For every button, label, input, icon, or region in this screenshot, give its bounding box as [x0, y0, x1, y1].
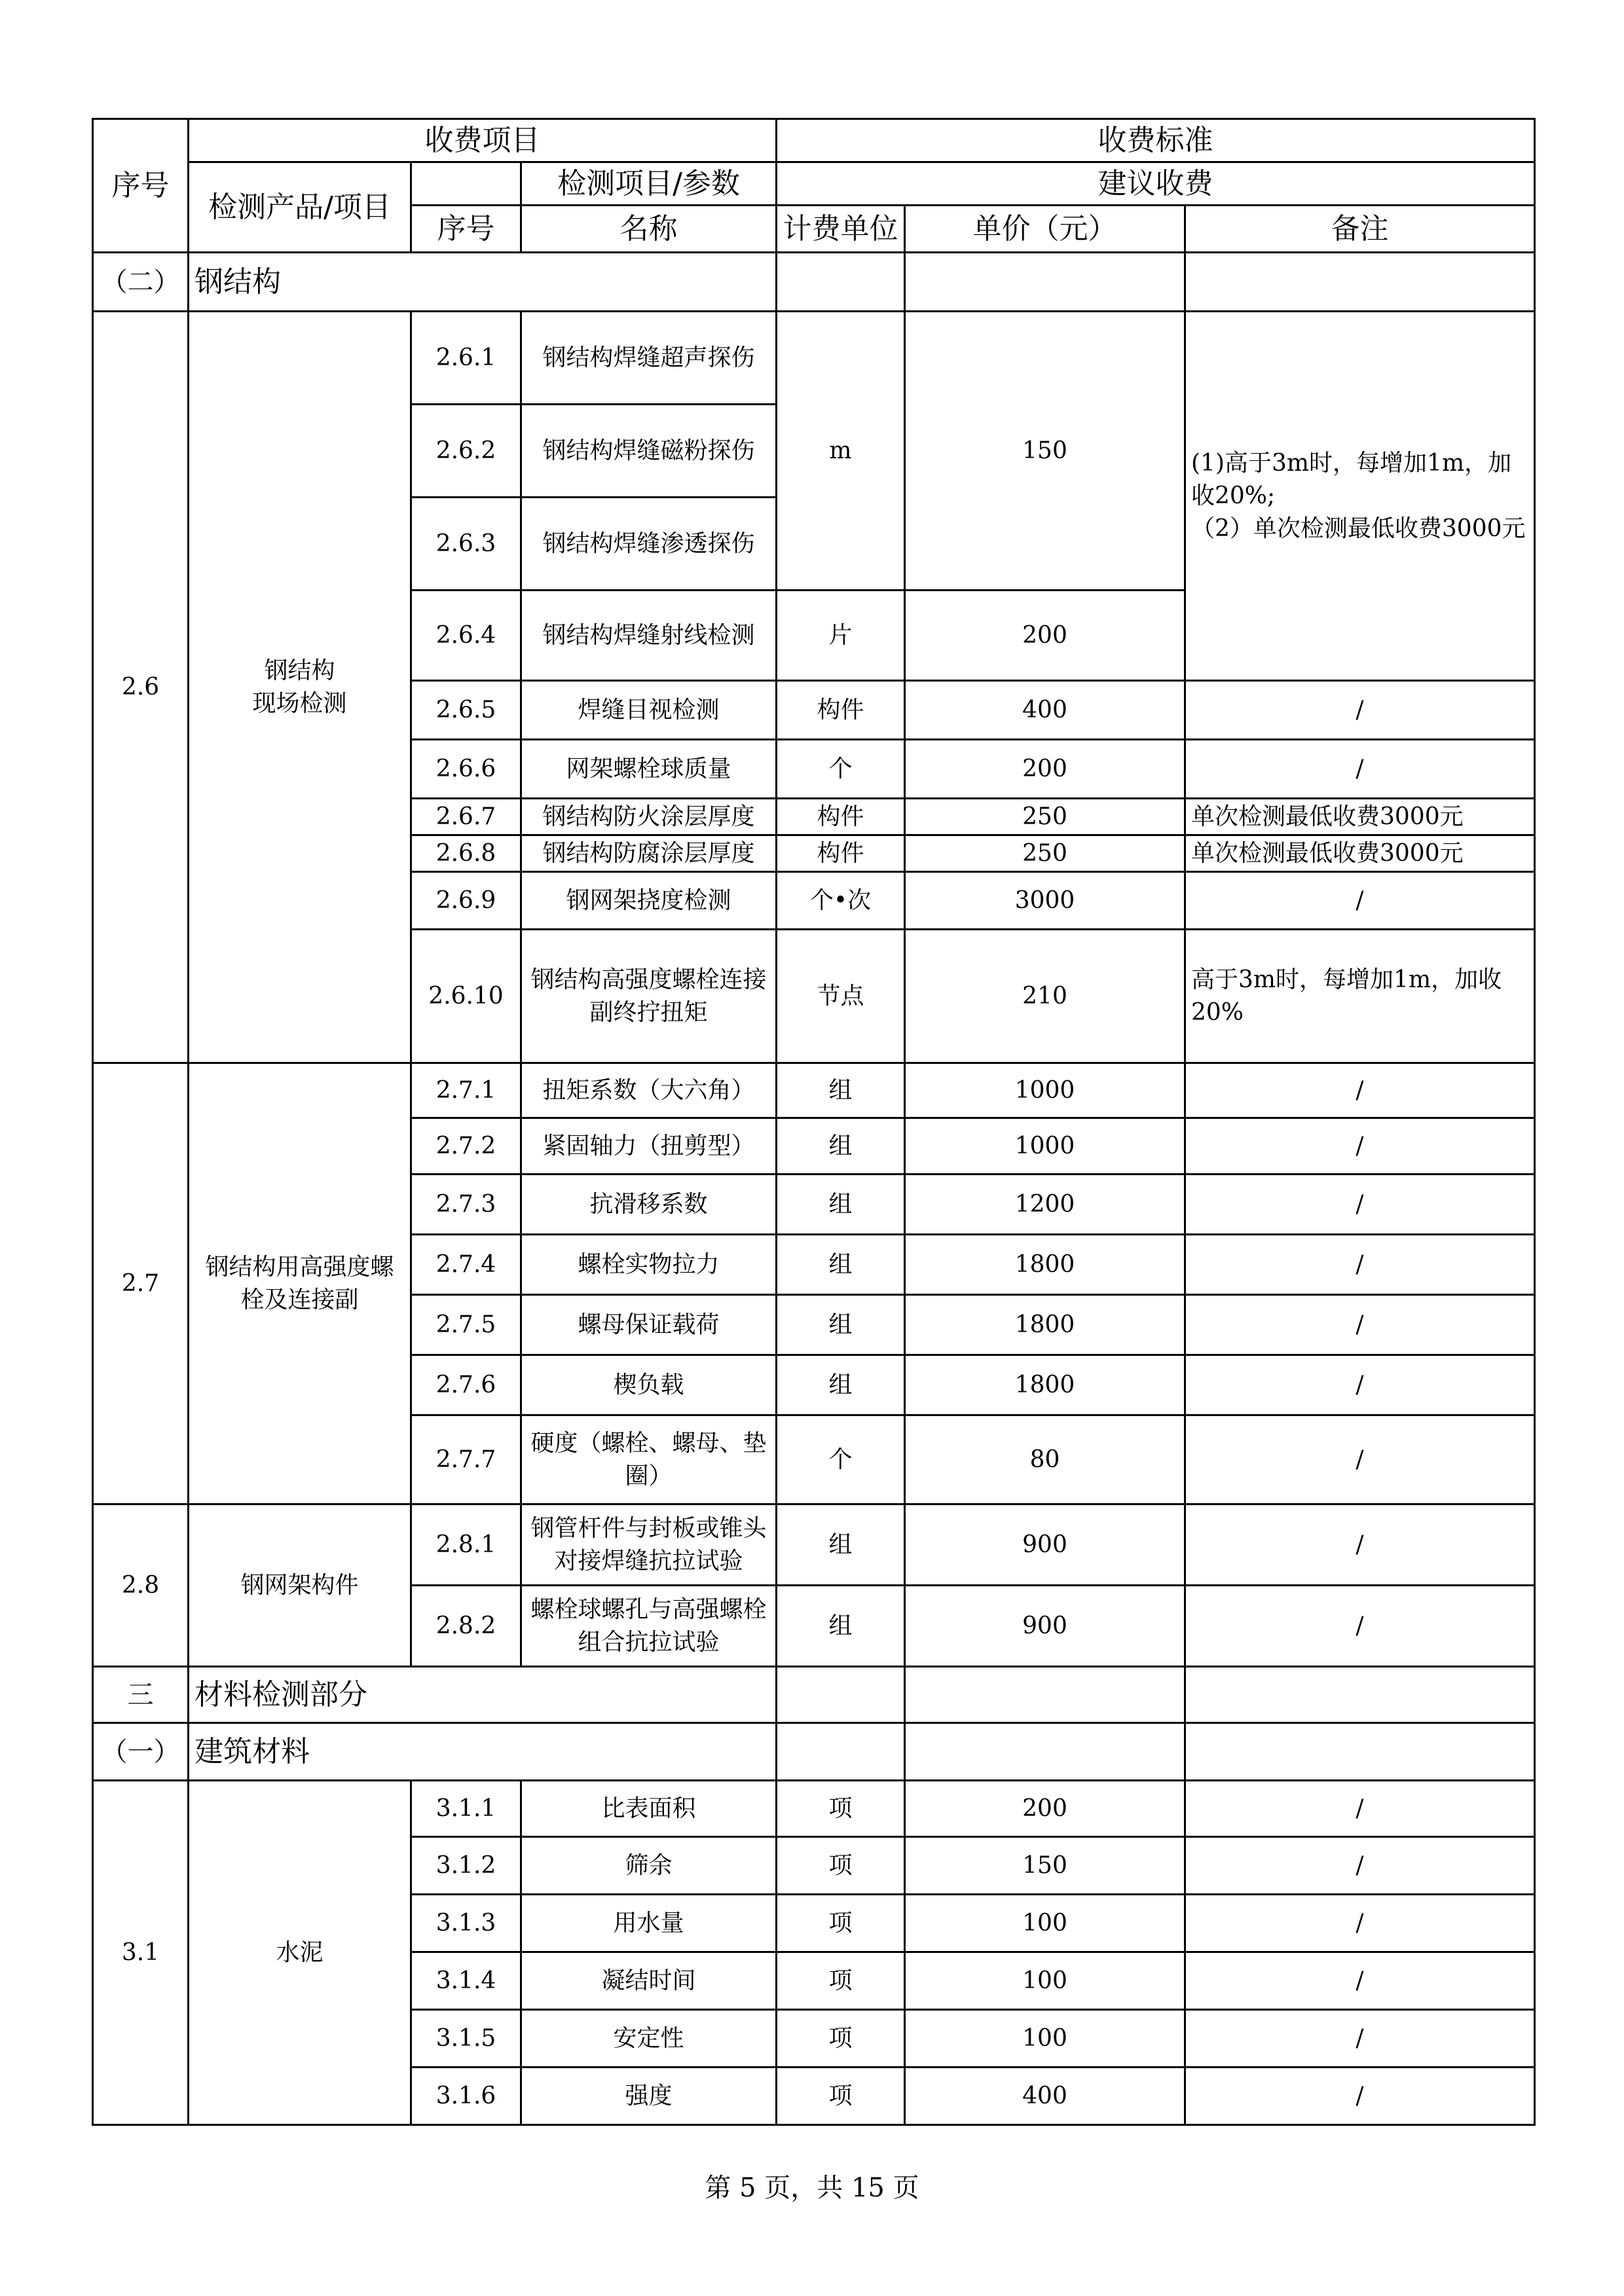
row-no: 3.1.1 [411, 1781, 521, 1837]
row-unit: 项 [777, 1781, 905, 1837]
row-remark: / [1185, 2068, 1535, 2125]
row-no: 2.6.2 [411, 405, 521, 498]
group-product: 水泥 [189, 1781, 411, 2125]
row-unit: 项 [777, 2068, 905, 2125]
row-name: 紧固轴力（扭剪型） [521, 1118, 777, 1175]
section-no: （一） [93, 1723, 189, 1781]
row-price: 200 [905, 591, 1185, 681]
empty-cell [777, 1667, 905, 1723]
row-no: 2.7.3 [411, 1175, 521, 1235]
group-no: 2.6 [93, 312, 189, 1063]
row-name: 螺母保证载荷 [521, 1295, 777, 1355]
row-remark: / [1185, 1952, 1535, 2010]
header-sub-seq: 序号 [411, 206, 521, 253]
row-no: 2.6.8 [411, 835, 521, 872]
header-test-param: 检测项目/参数 [521, 162, 777, 206]
row-price: 400 [905, 681, 1185, 740]
header-fee-standard: 收费标准 [777, 119, 1535, 162]
row-remark: 单次检测最低收费3000元 [1185, 835, 1535, 872]
row-no: 2.7.6 [411, 1355, 521, 1415]
row-no: 2.6.3 [411, 498, 521, 591]
row-remark: / [1185, 872, 1535, 930]
row-name: 钢网架挠度检测 [521, 872, 777, 930]
row-no: 2.7.1 [411, 1063, 521, 1118]
row-no: 2.6.5 [411, 681, 521, 740]
row-name: 安定性 [521, 2010, 777, 2068]
row-remark: / [1185, 1063, 1535, 1118]
row-price: 80 [905, 1415, 1185, 1504]
empty-cell [1185, 1667, 1535, 1723]
row-price: 150 [905, 1837, 1185, 1895]
row-no: 2.7.2 [411, 1118, 521, 1175]
row-unit: 构件 [777, 681, 905, 740]
row-no: 2.6.10 [411, 930, 521, 1063]
row-name: 筛余 [521, 1837, 777, 1895]
row-remark: / [1185, 2010, 1535, 2068]
row-unit: 个•次 [777, 872, 905, 930]
group-no: 2.7 [93, 1063, 189, 1504]
row-unit: 组 [777, 1175, 905, 1235]
header-price: 单价（元） [905, 206, 1185, 253]
group-product: 钢结构用高强度螺栓及连接副 [189, 1063, 411, 1504]
row-price: 1000 [905, 1063, 1185, 1118]
row-remark: (1)高于3m时，每增加1m，加收20%; （2）单次检测最低收费3000元 [1185, 312, 1535, 681]
empty-cell [1185, 1723, 1535, 1781]
row-price: 400 [905, 2068, 1185, 2125]
row-remark: / [1185, 1415, 1535, 1504]
row-remark: / [1185, 1295, 1535, 1355]
row-name: 钢结构焊缝超声探伤 [521, 312, 777, 405]
row-unit: 组 [777, 1295, 905, 1355]
row-no: 2.6.1 [411, 312, 521, 405]
header-name: 名称 [521, 206, 777, 253]
row-remark: / [1185, 1175, 1535, 1235]
row-no: 3.1.4 [411, 1952, 521, 2010]
header-fee-item: 收费项目 [189, 119, 777, 162]
row-no: 2.7.7 [411, 1415, 521, 1504]
section-no: 三 [93, 1667, 189, 1723]
row-no: 2.7.5 [411, 1295, 521, 1355]
group-product: 钢网架构件 [189, 1504, 411, 1667]
row-price: 1800 [905, 1355, 1185, 1415]
row-unit: 节点 [777, 930, 905, 1063]
page-number: 第 5 页，共 15 页 [705, 2173, 919, 2203]
row-name: 用水量 [521, 1895, 777, 1952]
row-name: 比表面积 [521, 1781, 777, 1837]
row-name: 钢结构焊缝射线检测 [521, 591, 777, 681]
row-unit: 组 [777, 1355, 905, 1415]
row-no: 3.1.2 [411, 1837, 521, 1895]
group-product: 钢结构 现场检测 [189, 312, 411, 1063]
row-remark: / [1185, 1504, 1535, 1586]
row-price: 210 [905, 930, 1185, 1063]
row-remark: 单次检测最低收费3000元 [1185, 799, 1535, 835]
row-name: 抗滑移系数 [521, 1175, 777, 1235]
row-price: 250 [905, 799, 1185, 835]
row-name: 硬度（螺栓、螺母、垫圈） [521, 1415, 777, 1504]
fee-table [92, 118, 1536, 2126]
row-unit: 构件 [777, 799, 905, 835]
row-price: 1800 [905, 1295, 1185, 1355]
row-no: 2.8.2 [411, 1586, 521, 1667]
row-unit: 构件 [777, 835, 905, 872]
row-name: 凝结时间 [521, 1952, 777, 2010]
row-remark: / [1185, 1355, 1535, 1415]
row-unit: 组 [777, 1586, 905, 1667]
row-price: 100 [905, 2010, 1185, 2068]
row-price: 900 [905, 1504, 1185, 1586]
row-name: 楔负载 [521, 1355, 777, 1415]
row-remark: / [1185, 1235, 1535, 1295]
header-seq: 序号 [93, 119, 189, 253]
row-price: 100 [905, 1952, 1185, 2010]
row-price: 150 [905, 312, 1185, 591]
row-no: 3.1.5 [411, 2010, 521, 2068]
row-name: 钢结构焊缝渗透探伤 [521, 498, 777, 591]
row-price: 1000 [905, 1118, 1185, 1175]
group-no: 2.8 [93, 1504, 189, 1667]
section-title: 材料检测部分 [189, 1667, 777, 1723]
row-price: 100 [905, 1895, 1185, 1952]
group-no: 3.1 [93, 1781, 189, 2125]
row-name: 钢管杆件与封板或锥头对接焊缝抗拉试验 [521, 1504, 777, 1586]
row-unit: 个 [777, 1415, 905, 1504]
header-remark: 备注 [1185, 206, 1535, 253]
row-name: 钢结构高强度螺栓连接副终拧扭矩 [521, 930, 777, 1063]
row-unit: 个 [777, 740, 905, 799]
row-remark: / [1185, 1586, 1535, 1667]
row-price: 250 [905, 835, 1185, 872]
row-name: 螺栓实物拉力 [521, 1235, 777, 1295]
header-blank [411, 162, 521, 206]
row-unit: 项 [777, 1895, 905, 1952]
row-price: 3000 [905, 872, 1185, 930]
row-price: 900 [905, 1586, 1185, 1667]
row-no: 3.1.3 [411, 1895, 521, 1952]
row-price: 1800 [905, 1235, 1185, 1295]
row-remark: 高于3m时，每增加1m，加收20% [1185, 930, 1535, 1063]
row-remark: / [1185, 1781, 1535, 1837]
empty-cell [1185, 253, 1535, 312]
row-unit: 组 [777, 1235, 905, 1295]
row-no: 2.6.6 [411, 740, 521, 799]
row-name: 扭矩系数（大六角） [521, 1063, 777, 1118]
row-name: 焊缝目视检测 [521, 681, 777, 740]
header-unit: 计费单位 [777, 206, 905, 253]
row-price: 200 [905, 740, 1185, 799]
row-name: 强度 [521, 2068, 777, 2125]
row-no: 2.6.4 [411, 591, 521, 681]
row-unit: 组 [777, 1118, 905, 1175]
row-name: 钢结构焊缝磁粉探伤 [521, 405, 777, 498]
row-remark: / [1185, 1895, 1535, 1952]
row-unit: m [777, 312, 905, 591]
row-name: 网架螺栓球质量 [521, 740, 777, 799]
empty-cell [905, 1723, 1185, 1781]
row-unit: 项 [777, 1952, 905, 2010]
section-title: 钢结构 [189, 253, 777, 312]
row-unit: 组 [777, 1063, 905, 1118]
empty-cell [777, 253, 905, 312]
row-remark: / [1185, 1118, 1535, 1175]
row-unit: 组 [777, 1504, 905, 1586]
empty-cell [905, 253, 1185, 312]
header-suggested-fee: 建议收费 [777, 162, 1535, 206]
empty-cell [777, 1723, 905, 1781]
header-product: 检测产品/项目 [189, 162, 411, 253]
section-no: （二） [93, 253, 189, 312]
row-remark: / [1185, 1837, 1535, 1895]
row-price: 200 [905, 1781, 1185, 1837]
row-unit: 项 [777, 1837, 905, 1895]
row-name: 钢结构防火涂层厚度 [521, 799, 777, 835]
row-name: 螺栓球螺孔与高强螺栓组合抗拉试验 [521, 1586, 777, 1667]
row-unit: 项 [777, 2010, 905, 2068]
row-no: 2.6.9 [411, 872, 521, 930]
row-no: 2.6.7 [411, 799, 521, 835]
row-unit: 片 [777, 591, 905, 681]
row-remark: / [1185, 681, 1535, 740]
row-no: 2.7.4 [411, 1235, 521, 1295]
row-no: 3.1.6 [411, 2068, 521, 2125]
row-remark: / [1185, 740, 1535, 799]
row-name: 钢结构防腐涂层厚度 [521, 835, 777, 872]
row-price: 1200 [905, 1175, 1185, 1235]
empty-cell [905, 1667, 1185, 1723]
row-no: 2.8.1 [411, 1504, 521, 1586]
section-title: 建筑材料 [189, 1723, 777, 1781]
